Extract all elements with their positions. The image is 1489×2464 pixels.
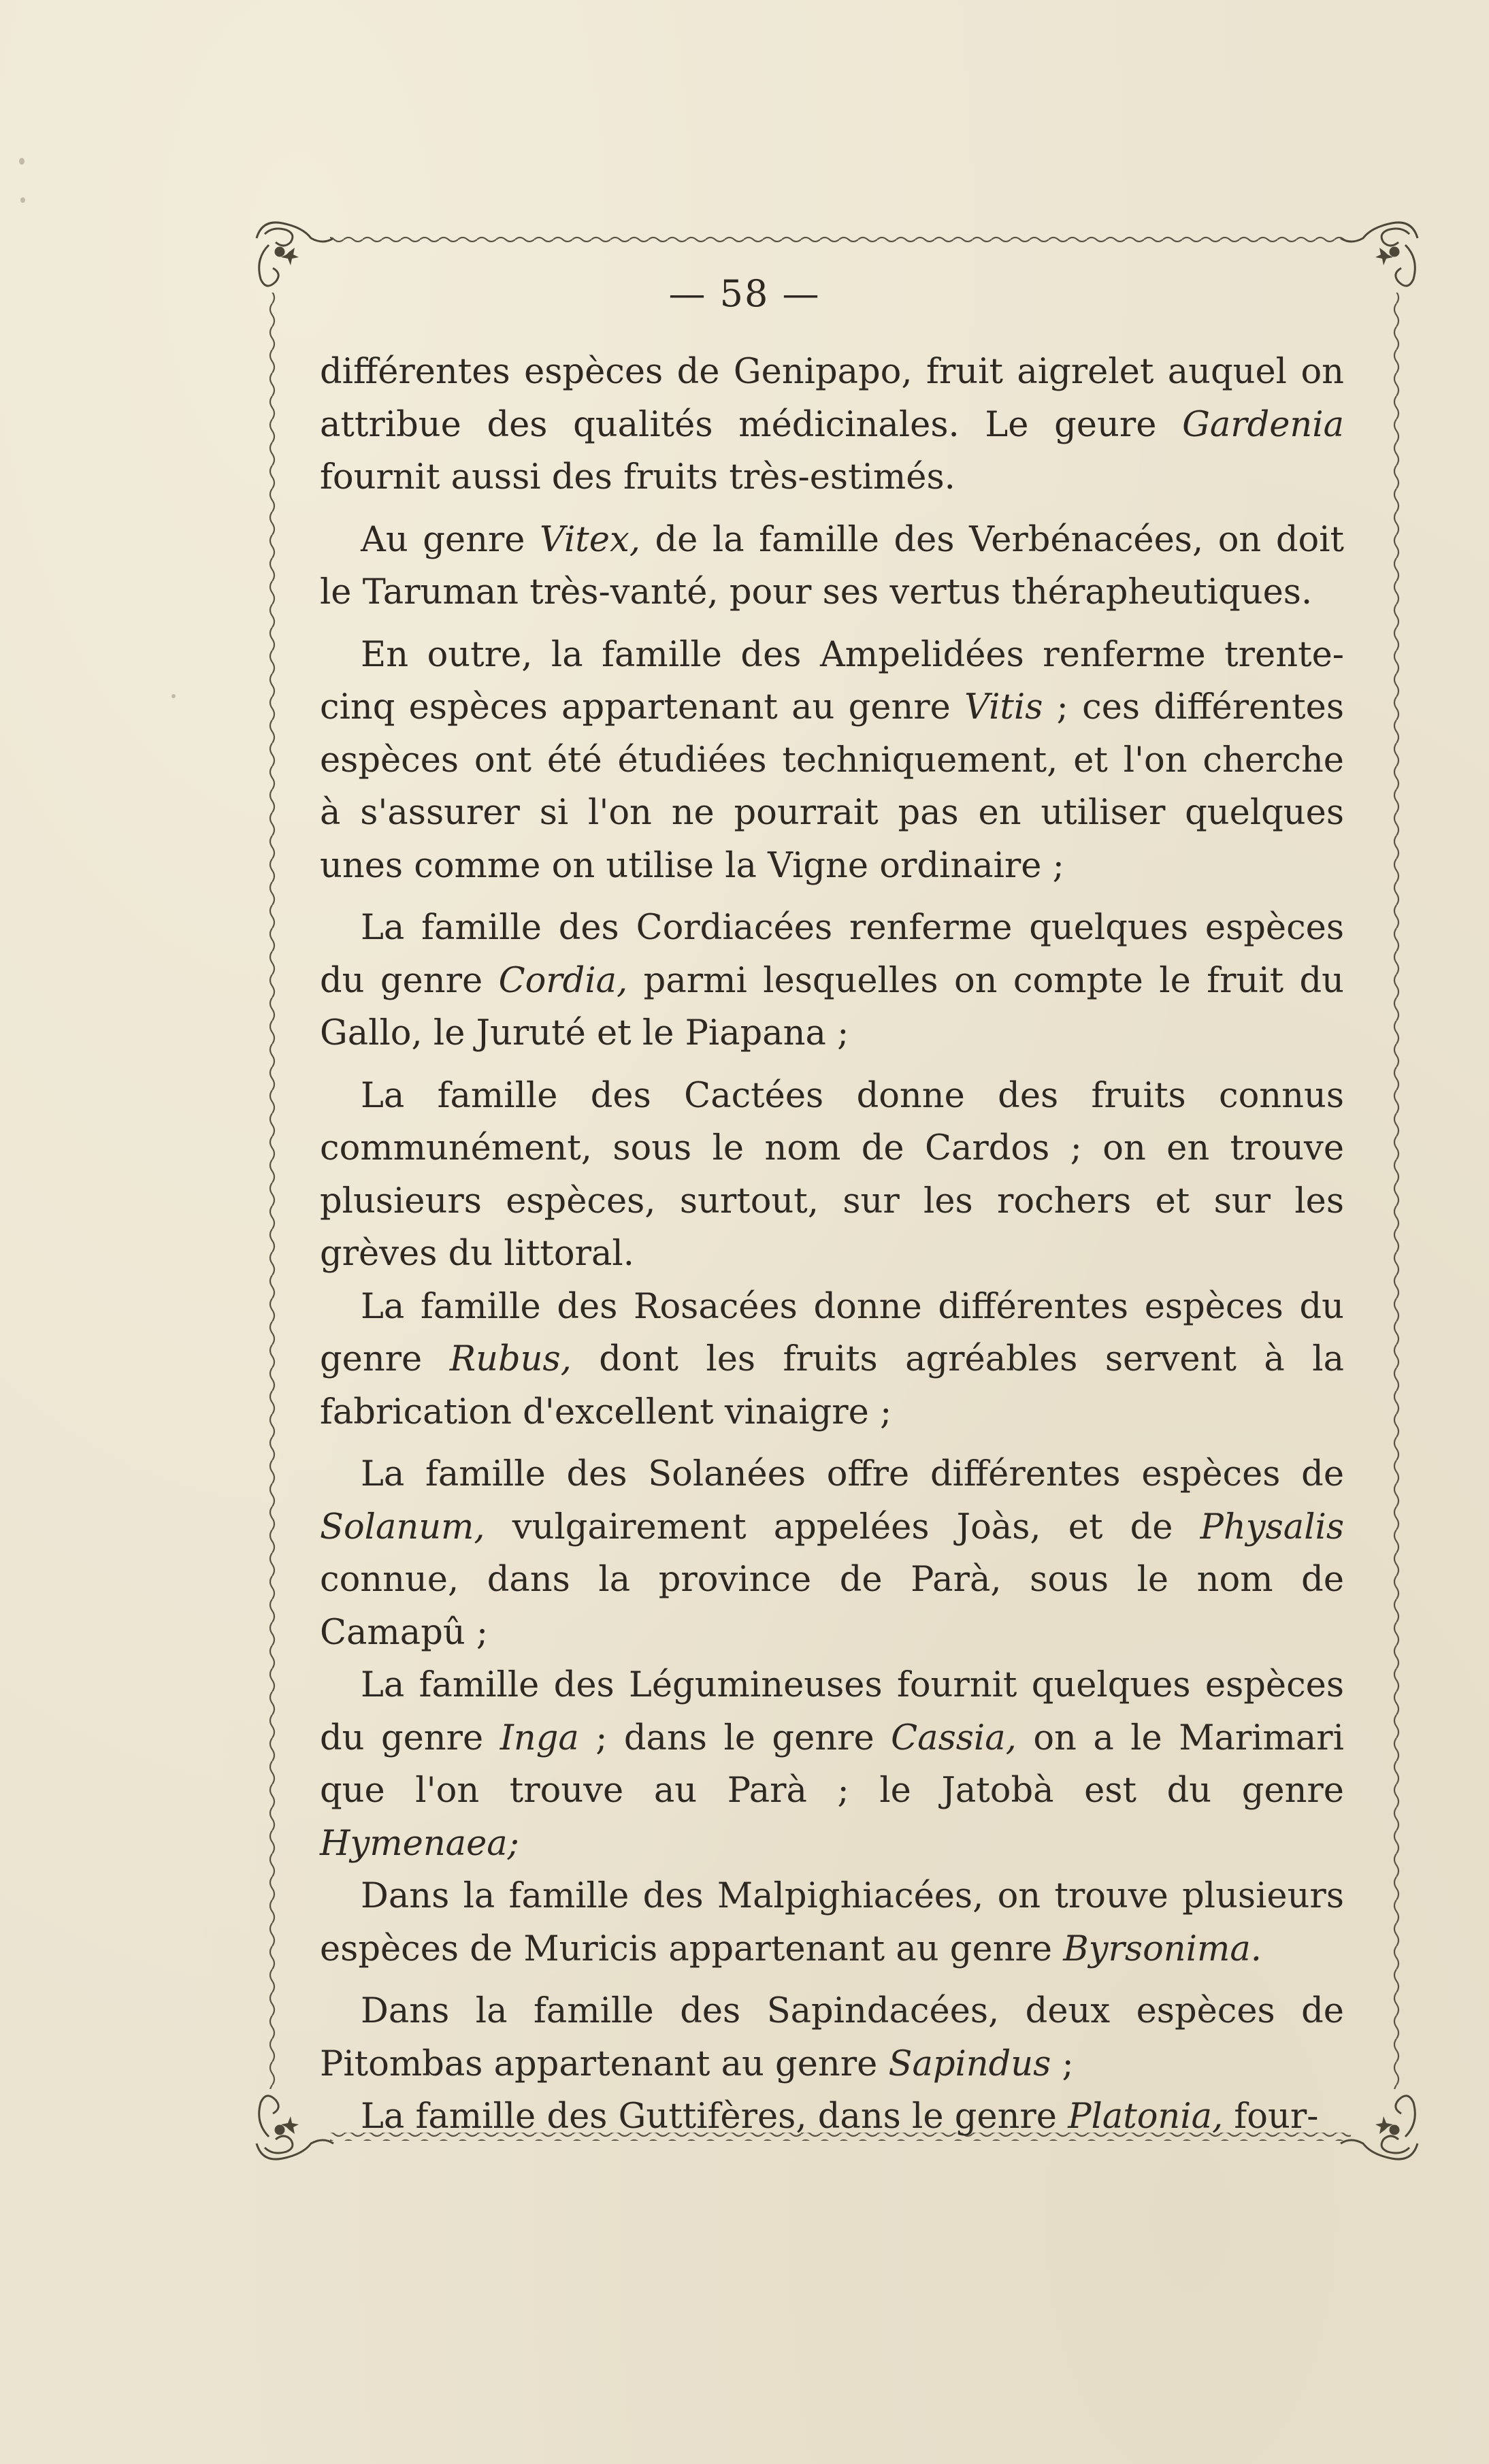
text-segment: Dans la famille des Sapindacées, deux espèces de Pitombas appartenant au genre <box>320 1991 1344 2084</box>
italic-term: Rubus, <box>449 1339 572 1379</box>
paragraph <box>320 514 1344 619</box>
italic-term: Vitis <box>964 687 1043 727</box>
italic-term: Byrsonima. <box>1063 1928 1262 1969</box>
paragraph <box>320 346 1344 504</box>
paper-speck <box>20 197 25 203</box>
paragraph <box>320 1448 1344 1659</box>
text-segment: Dans la famille des Malpighiacées, on trouve plusieurs espèces de Muricis appartenant au genre <box>320 1876 1344 1969</box>
text-segment: différentes espèces de Genipapo, fruit aigrelet auquel on attribue des qualités médicinales. Le geure <box>320 352 1344 445</box>
text-segment: La famille des Guttifères, dans le genre <box>361 2097 1068 2137</box>
text-segment: La famille des Cactées donne des fruits connus communément, sous le nom de Cardos ; on en trouve plusieurs espèces, surtout, sur les rochers et sur les grèves du littoral. <box>320 1075 1344 1274</box>
italic-term: Solanum, <box>320 1507 485 1547</box>
paper-speck <box>19 158 24 165</box>
text-segment: vulgairement appelées Joàs, et de <box>485 1507 1200 1547</box>
italic-term: Hymenaea; <box>320 1823 519 1864</box>
corner-ornament-bottom-right <box>1341 2096 1418 2159</box>
text-segment: parmi lesquelles on compte le fruit du Gallo, le Juruté et le Piapana ; <box>320 960 1345 1053</box>
text-segment: four- <box>1223 2097 1319 2137</box>
top-border-line <box>330 234 1351 242</box>
paragraph <box>320 1659 1344 1870</box>
text-segment: La famille des Légumineuses fournit quelques espèces du genre <box>320 1665 1344 1758</box>
paragraph <box>320 2090 1344 2143</box>
left-border-line <box>269 293 278 2089</box>
italic-term: Cordia, <box>498 960 628 1001</box>
text-segment: ; dans le genre <box>578 1718 891 1758</box>
italic-term: Platonia, <box>1068 2097 1224 2137</box>
text-segment: de la famille des Verbénacées, on doit le Taruman très-vanté, pour ses vertus thérapheutiques. <box>320 519 1344 612</box>
paragraph <box>320 902 1344 1060</box>
text-segment: La famille des Cordiacées renferme quelques espèces du genre <box>320 908 1344 1001</box>
paragraph <box>320 1985 1344 2090</box>
italic-term: Gardenia <box>1182 404 1344 445</box>
text-segment: fournit aussi des fruits très-estimés. <box>320 457 955 497</box>
paragraph <box>320 1870 1344 1975</box>
text-segment: on a le Marimari que l'on trouve au Parà ; le Jatobà est du genre <box>320 1718 1344 1811</box>
italic-term: Sapindus <box>888 2043 1051 2084</box>
text-segment: En outre, la famille des Ampelidées renferme trente-cinq espèces appartenant au genre <box>320 634 1344 727</box>
italic-term: Vitex, <box>540 519 640 560</box>
text-segment: connue, dans la province de Parà, sous le nom de Camapû ; <box>320 1560 1344 1653</box>
italic-term: Physalis <box>1200 1507 1344 1547</box>
text-segment: Au genre <box>361 519 540 560</box>
text-segment: dont les fruits agréables servent à la fabrication d'excellent vinaigre ; <box>320 1339 1344 1432</box>
paragraph <box>320 629 1344 893</box>
text-segment: La famille des Rosacées donne différentes espèces du genre <box>320 1286 1344 1379</box>
body-text <box>320 346 1344 2143</box>
italic-term: Cassia, <box>891 1718 1017 1758</box>
text-segment: ; <box>1051 2043 1074 2084</box>
page-number: — 58 — <box>668 272 821 315</box>
paragraph <box>320 1281 1344 1439</box>
text-segment: ; ces différentes espèces ont été étudiées techniquement, et l'on cherche à s'assurer si l'on ne pourrait pas en utiliser quelques unes comme on utilise la Vigne ordinaire ; <box>320 687 1344 886</box>
italic-term: Inga <box>500 1718 579 1758</box>
paper-speck <box>171 694 176 698</box>
right-border-line <box>1392 293 1401 2089</box>
text-segment: La famille des Solanées offre différentes espèces de <box>361 1454 1344 1494</box>
paragraph <box>320 1070 1344 1281</box>
